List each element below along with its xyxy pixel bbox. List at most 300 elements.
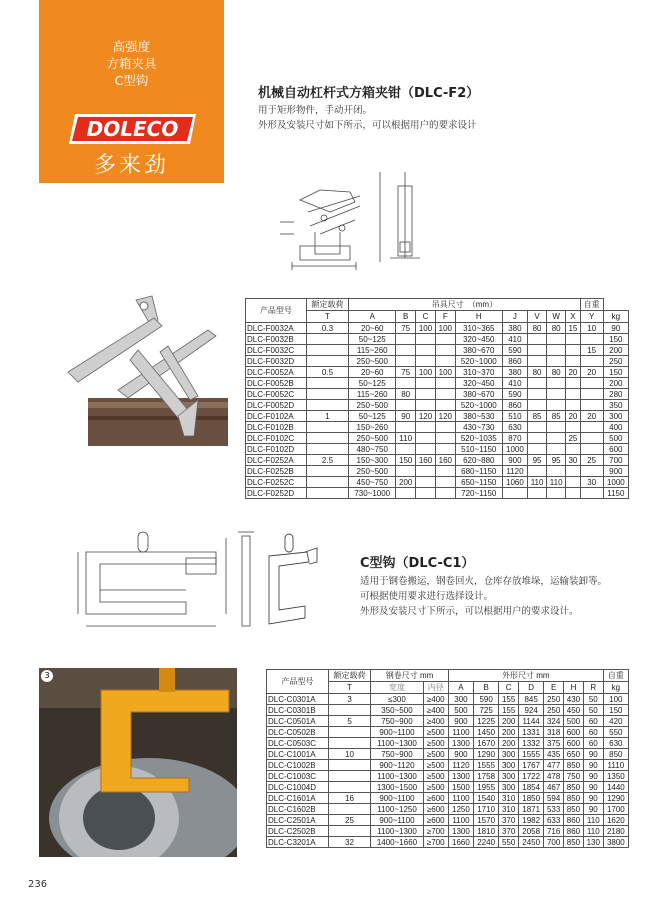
value-cell: [396, 422, 416, 433]
value-cell: 95: [547, 455, 566, 466]
value-cell: 90: [583, 749, 603, 760]
spec-table-dlc-c1: [266, 669, 629, 848]
value-cell: 1955: [474, 782, 499, 793]
table-row: [267, 727, 629, 738]
header-load: 额定载荷: [328, 670, 370, 682]
value-cell: [580, 433, 603, 444]
model-cell: DLC-C3201A: [267, 837, 329, 848]
value-cell: [566, 345, 580, 356]
value-cell: 20: [580, 411, 603, 422]
value-cell: [396, 466, 416, 477]
value-cell: 520~1000: [455, 356, 502, 367]
value-cell: 1722: [519, 771, 544, 782]
value-cell: 900~1100: [371, 793, 423, 804]
value-cell: 150: [603, 334, 628, 345]
unit-cell: H: [564, 682, 584, 694]
table-row: [246, 444, 629, 455]
table-row: [267, 793, 629, 804]
value-cell: [566, 400, 580, 411]
value-cell: 250~500: [349, 400, 396, 411]
model-cell: DLC-F0252B: [246, 466, 307, 477]
value-cell: 1810: [474, 826, 499, 837]
value-cell: [528, 356, 547, 367]
unit-cell: 宽度: [371, 682, 423, 694]
section-title-dlc-c1: C型钩（DLC-C1）: [360, 556, 475, 571]
value-cell: 150: [396, 455, 416, 466]
value-cell: [547, 433, 566, 444]
model-cell: DLC-C0301A: [267, 694, 329, 705]
value-cell: 85: [528, 411, 547, 422]
value-cell: [328, 705, 370, 716]
table-row: [246, 433, 629, 444]
value-cell: 200: [499, 716, 519, 727]
value-cell: 90: [583, 793, 603, 804]
value-cell: [435, 422, 455, 433]
brand-name-cn: 多来劲: [93, 153, 169, 178]
value-cell: 600: [564, 738, 584, 749]
table-row: [267, 826, 629, 837]
value-cell: 860: [502, 356, 527, 367]
value-cell: 600: [564, 727, 584, 738]
value-cell: 32: [328, 837, 370, 848]
value-cell: [547, 466, 566, 477]
value-cell: [396, 334, 416, 345]
value-cell: 900: [448, 749, 473, 760]
value-cell: 150: [603, 367, 628, 378]
value-cell: 80: [396, 389, 416, 400]
value-cell: [396, 345, 416, 356]
value-cell: 25: [566, 433, 580, 444]
value-cell: 750: [564, 771, 584, 782]
value-cell: 900: [502, 455, 527, 466]
unit-cell: H: [455, 311, 502, 323]
value-cell: [528, 334, 547, 345]
value-cell: ≥400: [423, 694, 448, 705]
category-label: 方箱夹具: [106, 56, 157, 71]
value-cell: ≥600: [423, 793, 448, 804]
table-row: [267, 705, 629, 716]
value-cell: 155: [499, 705, 519, 716]
value-cell: 115~260: [349, 345, 396, 356]
value-cell: 380~670: [455, 389, 502, 400]
value-cell: 250: [544, 694, 564, 705]
value-cell: 430: [564, 694, 584, 705]
value-cell: 120: [416, 411, 436, 422]
value-cell: [328, 760, 370, 771]
value-cell: 1300: [448, 738, 473, 749]
value-cell: [580, 334, 603, 345]
value-cell: 310~370: [455, 367, 502, 378]
value-cell: 1450: [474, 727, 499, 738]
value-cell: 3: [328, 694, 370, 705]
unit-cell: C: [416, 311, 436, 323]
value-cell: ≥500: [423, 760, 448, 771]
value-cell: 80: [547, 323, 566, 334]
value-cell: 900~1100: [371, 815, 423, 826]
value-cell: 1710: [474, 804, 499, 815]
value-cell: [435, 466, 455, 477]
value-cell: 435: [544, 749, 564, 760]
value-cell: 1150: [603, 488, 628, 499]
value-cell: 300: [499, 749, 519, 760]
value-cell: [566, 488, 580, 499]
value-cell: 1871: [519, 804, 544, 815]
value-cell: [328, 826, 370, 837]
value-cell: [306, 345, 348, 356]
model-cell: DLC-F0052C: [246, 389, 307, 400]
table-row: [246, 378, 629, 389]
value-cell: 630: [603, 738, 628, 749]
value-cell: 90: [583, 782, 603, 793]
value-cell: 10: [328, 749, 370, 760]
table-row: [267, 771, 629, 782]
value-cell: 95: [528, 455, 547, 466]
value-cell: 200: [603, 378, 628, 389]
unit-cell: D: [519, 682, 544, 694]
unit-cell: A: [349, 311, 396, 323]
unit-cell: A: [448, 682, 473, 694]
value-cell: [547, 422, 566, 433]
value-cell: 110: [583, 815, 603, 826]
value-cell: [306, 433, 348, 444]
value-cell: [435, 345, 455, 356]
value-cell: 60: [583, 727, 603, 738]
value-cell: 1300: [448, 826, 473, 837]
value-cell: 716: [544, 826, 564, 837]
table-row: [267, 716, 629, 727]
value-cell: 1331: [519, 727, 544, 738]
value-cell: 250~500: [349, 433, 396, 444]
value-cell: 85: [547, 411, 566, 422]
value-cell: 50~125: [349, 411, 396, 422]
value-cell: 850: [564, 782, 584, 793]
value-cell: 430~730: [455, 422, 502, 433]
value-cell: 300: [448, 694, 473, 705]
value-cell: 250: [603, 356, 628, 367]
value-cell: 318: [544, 727, 564, 738]
value-cell: 450~750: [349, 477, 396, 488]
header-dimensions: 吊具尺寸 （mm）: [349, 299, 580, 311]
value-cell: 160: [435, 455, 455, 466]
value-cell: [566, 444, 580, 455]
model-cell: DLC-C2502B: [267, 826, 329, 837]
value-cell: 870: [502, 433, 527, 444]
model-cell: DLC-F0102A: [246, 411, 307, 422]
value-cell: 680~1150: [455, 466, 502, 477]
unit-cell: 内径: [423, 682, 448, 694]
value-cell: ≥500: [423, 727, 448, 738]
value-cell: 370: [499, 826, 519, 837]
value-cell: 750~900: [371, 716, 423, 727]
value-cell: 380~530: [455, 411, 502, 422]
value-cell: [328, 727, 370, 738]
value-cell: ≥700: [423, 837, 448, 848]
value-cell: [416, 444, 436, 455]
value-cell: [435, 334, 455, 345]
model-cell: DLC-F0052D: [246, 400, 307, 411]
value-cell: 150~260: [349, 422, 396, 433]
model-cell: DLC-C0502B: [267, 727, 329, 738]
value-cell: [416, 433, 436, 444]
value-cell: 130: [583, 837, 603, 848]
product-image-box-clamp: [58, 290, 236, 456]
value-cell: 80: [528, 367, 547, 378]
brand-block: [39, 0, 224, 183]
model-cell: DLC-C1001A: [267, 749, 329, 760]
value-cell: 1110: [603, 760, 628, 771]
value-cell: 20: [580, 367, 603, 378]
value-cell: 410: [502, 334, 527, 345]
value-cell: [566, 389, 580, 400]
value-cell: [435, 488, 455, 499]
value-cell: 924: [519, 705, 544, 716]
value-cell: ≥600: [423, 815, 448, 826]
value-cell: 1332: [519, 738, 544, 749]
value-cell: 3800: [603, 837, 628, 848]
unit-cell: B: [396, 311, 416, 323]
value-cell: 2240: [474, 837, 499, 848]
value-cell: 90: [396, 411, 416, 422]
section-description: [258, 103, 477, 133]
value-cell: [396, 400, 416, 411]
value-cell: [416, 389, 436, 400]
spec-table-dlc-f2: [245, 298, 629, 499]
value-cell: 520~1035: [455, 433, 502, 444]
header-weight: 自重: [603, 670, 628, 682]
value-cell: 550: [603, 727, 628, 738]
unit-cell: V: [528, 311, 547, 323]
value-cell: 200: [603, 345, 628, 356]
value-cell: 110: [583, 826, 603, 837]
value-cell: [580, 488, 603, 499]
value-cell: 500: [564, 716, 584, 727]
value-cell: 120: [435, 411, 455, 422]
value-cell: [580, 422, 603, 433]
unit-cell: R: [583, 682, 603, 694]
value-cell: 1850: [519, 793, 544, 804]
description-line: 外形及安装尺寸如下所示，可以根据用户的要求设计: [258, 120, 477, 131]
header-weight: 自重: [580, 299, 603, 311]
value-cell: 1000: [502, 444, 527, 455]
model-cell: DLC-F0032C: [246, 345, 307, 356]
value-cell: 1100~1300: [371, 826, 423, 837]
value-cell: 1100~1250: [371, 804, 423, 815]
model-cell: DLC-F0102C: [246, 433, 307, 444]
value-cell: 15: [566, 323, 580, 334]
value-cell: 320~450: [455, 334, 502, 345]
model-cell: DLC-F0252C: [246, 477, 307, 488]
value-cell: 20~60: [349, 367, 396, 378]
value-cell: 594: [544, 793, 564, 804]
value-cell: 300: [499, 771, 519, 782]
value-cell: ≥500: [423, 771, 448, 782]
value-cell: 300: [499, 782, 519, 793]
value-cell: [547, 356, 566, 367]
value-cell: 900~1100: [371, 727, 423, 738]
value-cell: [396, 488, 416, 499]
value-cell: 420: [603, 716, 628, 727]
value-cell: 590: [502, 345, 527, 356]
model-cell: DLC-F0252D: [246, 488, 307, 499]
value-cell: 0.3: [306, 323, 348, 334]
value-cell: 1440: [603, 782, 628, 793]
value-cell: 80: [528, 323, 547, 334]
value-cell: 1: [306, 411, 348, 422]
model-cell: DLC-F0032D: [246, 356, 307, 367]
table-row: [246, 345, 629, 356]
value-cell: 1225: [474, 716, 499, 727]
value-cell: [580, 389, 603, 400]
value-cell: ≤300: [371, 694, 423, 705]
value-cell: 250~500: [349, 356, 396, 367]
value-cell: [502, 488, 527, 499]
value-cell: 1555: [519, 749, 544, 760]
table-row: [267, 694, 629, 705]
table-row: [246, 466, 629, 477]
value-cell: 155: [499, 694, 519, 705]
value-cell: 860: [564, 826, 584, 837]
header-model: 产品型号: [267, 670, 329, 694]
value-cell: 1300~1500: [371, 782, 423, 793]
perspective-drawing-c-hook: [255, 530, 325, 630]
value-cell: 310: [499, 804, 519, 815]
value-cell: [306, 466, 348, 477]
value-cell: 2058: [519, 826, 544, 837]
value-cell: 250: [544, 705, 564, 716]
value-cell: [580, 378, 603, 389]
value-cell: 310: [499, 793, 519, 804]
model-cell: DLC-C1601A: [267, 793, 329, 804]
header-dimensions: 外形尺寸 mm: [448, 670, 603, 682]
value-cell: 480~750: [349, 444, 396, 455]
value-cell: [566, 334, 580, 345]
value-cell: [528, 433, 547, 444]
value-cell: 1300: [448, 771, 473, 782]
value-cell: [528, 345, 547, 356]
table-row: [246, 400, 629, 411]
unit-cell: J: [502, 311, 527, 323]
value-cell: [528, 488, 547, 499]
value-cell: 1060: [502, 477, 527, 488]
value-cell: 0.5: [306, 367, 348, 378]
value-cell: [306, 488, 348, 499]
table-row: [267, 815, 629, 826]
value-cell: [396, 378, 416, 389]
unit-cell: W: [547, 311, 566, 323]
value-cell: [528, 400, 547, 411]
value-cell: 100: [416, 367, 436, 378]
model-cell: DLC-F0052B: [246, 378, 307, 389]
value-cell: [547, 334, 566, 345]
unit-cell: F: [435, 311, 455, 323]
table-row: [246, 455, 629, 466]
value-cell: 25: [580, 455, 603, 466]
value-cell: 90: [583, 760, 603, 771]
value-cell: 50~125: [349, 334, 396, 345]
product-photo-c-hook: [39, 668, 237, 857]
value-cell: [306, 444, 348, 455]
value-cell: [435, 444, 455, 455]
value-cell: 80: [547, 367, 566, 378]
value-cell: 100: [435, 367, 455, 378]
table-row: [267, 804, 629, 815]
value-cell: 5: [328, 716, 370, 727]
value-cell: 590: [474, 694, 499, 705]
value-cell: [566, 378, 580, 389]
value-cell: ≥400: [423, 716, 448, 727]
value-cell: [416, 422, 436, 433]
value-cell: 450: [564, 705, 584, 716]
value-cell: ≥500: [423, 749, 448, 760]
value-cell: 510: [502, 411, 527, 422]
value-cell: 1500: [448, 782, 473, 793]
value-cell: [328, 771, 370, 782]
value-cell: 2.5: [306, 455, 348, 466]
value-cell: [416, 356, 436, 367]
value-cell: [416, 378, 436, 389]
table-row: [246, 323, 629, 334]
value-cell: 300: [603, 411, 628, 422]
header-load: 额定载荷: [306, 299, 348, 311]
table-row: [267, 837, 629, 848]
value-cell: [396, 444, 416, 455]
model-cell: DLC-F0032B: [246, 334, 307, 345]
value-cell: [528, 378, 547, 389]
value-cell: 1700: [603, 804, 628, 815]
value-cell: 750~900: [371, 749, 423, 760]
model-cell: DLC-C1002B: [267, 760, 329, 771]
value-cell: 250~500: [349, 466, 396, 477]
value-cell: 50: [583, 705, 603, 716]
value-cell: [547, 389, 566, 400]
description-line: 可根据使用要求进行选择设计。: [360, 591, 494, 602]
category-label: 高强度: [112, 39, 151, 54]
value-cell: [547, 444, 566, 455]
value-cell: ≥700: [423, 826, 448, 837]
value-cell: 75: [396, 323, 416, 334]
table-row: [246, 477, 629, 488]
value-cell: ≥400: [423, 705, 448, 716]
model-cell: DLC-C2501A: [267, 815, 329, 826]
value-cell: 500: [603, 433, 628, 444]
value-cell: 1290: [474, 749, 499, 760]
value-cell: 324: [544, 716, 564, 727]
value-cell: 850: [564, 837, 584, 848]
value-cell: 50: [583, 694, 603, 705]
value-cell: 110: [547, 477, 566, 488]
table-row: [246, 367, 629, 378]
category-label: C型钩: [114, 73, 149, 88]
value-cell: 90: [583, 804, 603, 815]
value-cell: 375: [544, 738, 564, 749]
unit-cell: E: [544, 682, 564, 694]
value-cell: 30: [566, 455, 580, 466]
value-cell: 2180: [603, 826, 628, 837]
value-cell: [528, 466, 547, 477]
table-row: [267, 738, 629, 749]
value-cell: 1000: [603, 477, 628, 488]
value-cell: 477: [544, 760, 564, 771]
value-cell: 630: [502, 422, 527, 433]
value-cell: [416, 466, 436, 477]
value-cell: 900: [603, 466, 628, 477]
value-cell: 1400~1660: [371, 837, 423, 848]
description-line: 外形及安装尺寸下所示，可以根据用户的要求设计。: [360, 606, 579, 617]
model-cell: DLC-F0102D: [246, 444, 307, 455]
value-cell: 10: [580, 323, 603, 334]
value-cell: 110: [528, 477, 547, 488]
value-cell: [528, 422, 547, 433]
